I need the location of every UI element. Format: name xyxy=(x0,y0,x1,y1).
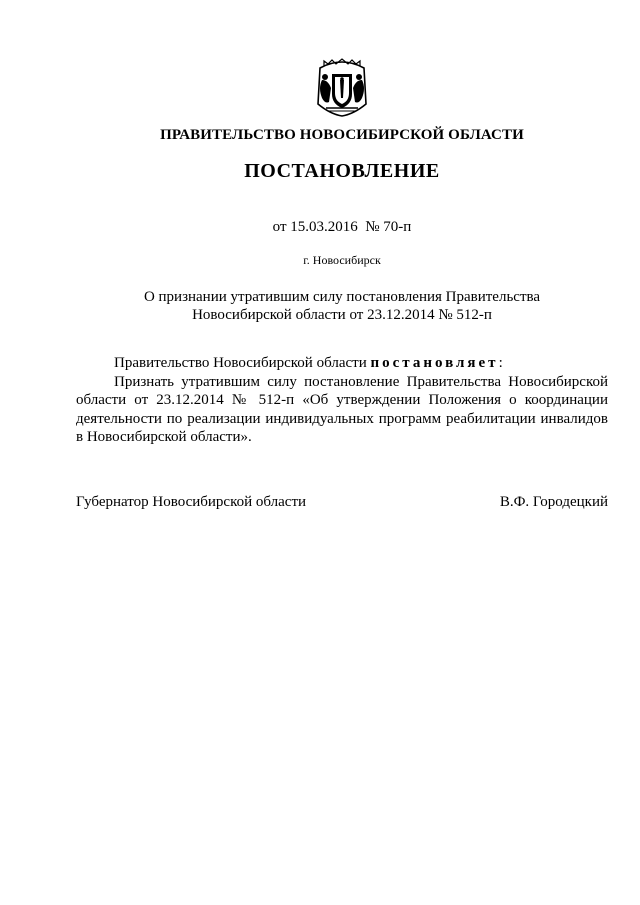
signatory-name: В.Ф. Городецкий xyxy=(499,494,608,510)
resolution-paragraph: Признать утратившим силу постановление Правительства Новосибирской области от 23.12.2014 № 512-п «Об утверждении Положения о координации деятельности по реализации индивидуальных программ реабилитации инвалидов в Новосибирской области». xyxy=(76,373,608,445)
intro-paragraph xyxy=(76,354,608,373)
document-date-number: от 15.03.2016 № 70-п xyxy=(272,219,412,235)
organization-title: ПРАВИТЕЛЬСТВО НОВОСИБИРСКОЙ ОБЛАСТИ xyxy=(160,127,524,143)
intro-prefix: Правительство Новосибирской области xyxy=(114,355,371,371)
signature-block xyxy=(76,494,608,511)
document-body xyxy=(76,354,608,447)
intro-suffix: : xyxy=(498,355,503,371)
document-subject xyxy=(100,288,584,324)
subject-line-1: О признании утратившим силу постановления Правительства xyxy=(143,289,541,305)
document-type-heading: ПОСТАНОВЛЕНИЕ xyxy=(244,160,440,182)
document-city: г. Новосибирск xyxy=(303,253,381,267)
subject-line-2: Новосибирской области от 23.12.2014 № 512-п xyxy=(192,307,492,323)
signatory-position: Губернатор Новосибирской области xyxy=(76,494,307,510)
coat-of-arms-icon xyxy=(314,58,370,118)
resolution-verb: постановляет xyxy=(370,355,499,371)
